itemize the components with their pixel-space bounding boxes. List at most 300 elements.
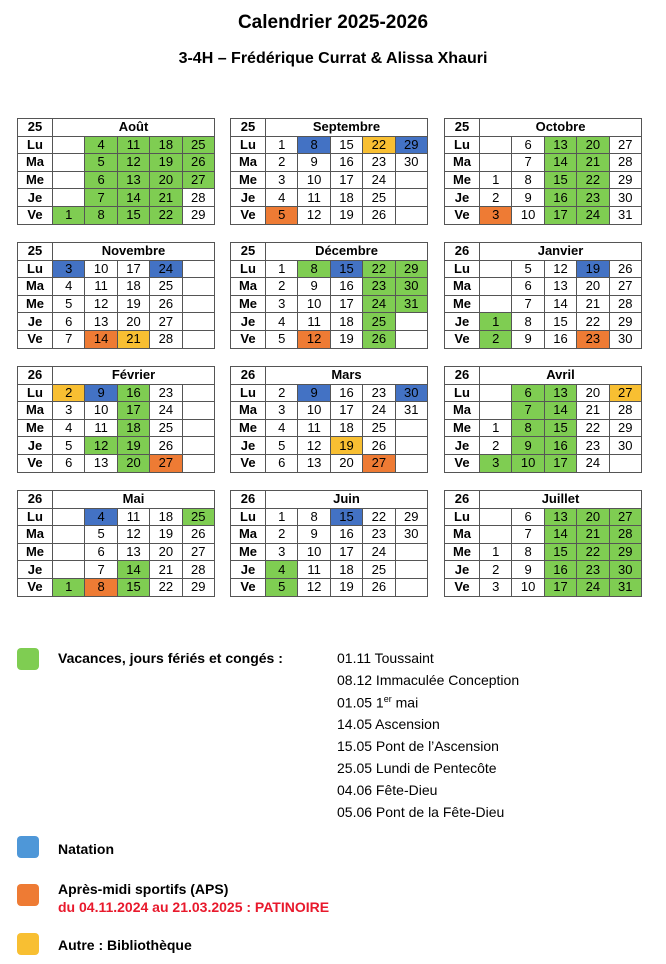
month-year: 26 — [445, 243, 480, 261]
weekday-label: Je — [445, 437, 480, 455]
week-row — [231, 437, 428, 455]
month-calendar — [17, 490, 215, 597]
date-cell: 22 — [577, 313, 609, 331]
date-cell: 20 — [577, 508, 609, 526]
date-cell: 23 — [577, 330, 609, 348]
weekday-label: Je — [231, 313, 266, 331]
date-cell: 5 — [266, 578, 298, 596]
date-cell — [609, 454, 641, 472]
week-row — [445, 313, 642, 331]
weekday-label: Ma — [445, 278, 480, 296]
date-cell: 19 — [150, 154, 182, 172]
date-cell — [480, 136, 512, 154]
date-cell: 3 — [266, 402, 298, 420]
week-row — [18, 313, 215, 331]
weekday-label: Ve — [445, 330, 480, 348]
aps-period: du 04.11.2024 au 21.03.2025 : PATINOIRE — [58, 899, 330, 915]
date-cell: 19 — [330, 206, 362, 224]
week-row — [231, 295, 428, 313]
week-row — [445, 260, 642, 278]
date-cell: 19 — [117, 437, 149, 455]
week-row — [445, 402, 642, 420]
weekday-label: Je — [445, 561, 480, 579]
date-cell: 19 — [330, 330, 362, 348]
date-cell: 9 — [298, 278, 330, 296]
date-cell: 16 — [544, 437, 576, 455]
week-row — [231, 260, 428, 278]
date-cell: 15 — [330, 136, 362, 154]
date-cell: 25 — [363, 561, 395, 579]
weekday-label: Lu — [18, 260, 53, 278]
date-cell: 4 — [85, 508, 117, 526]
week-row — [18, 206, 215, 224]
week-row — [231, 330, 428, 348]
date-cell: 24 — [150, 402, 182, 420]
weekday-label: Ma — [18, 154, 53, 172]
weekday-label: Ve — [18, 578, 53, 596]
week-row — [445, 419, 642, 437]
date-cell: 20 — [150, 543, 182, 561]
date-cell: 13 — [544, 384, 576, 402]
date-cell: 10 — [298, 171, 330, 189]
weekday-label: Ma — [445, 526, 480, 544]
date-cell: 23 — [577, 189, 609, 207]
date-cell: 18 — [330, 561, 362, 579]
date-cell: 5 — [266, 206, 298, 224]
month-year: 25 — [18, 119, 53, 137]
date-cell: 6 — [512, 278, 544, 296]
date-cell: 27 — [609, 136, 641, 154]
date-cell: 15 — [544, 543, 576, 561]
date-cell: 10 — [512, 454, 544, 472]
week-row — [18, 402, 215, 420]
date-cell: 19 — [577, 260, 609, 278]
week-row — [18, 260, 215, 278]
week-row — [445, 561, 642, 579]
date-cell: 6 — [512, 136, 544, 154]
weekday-label: Ve — [18, 330, 53, 348]
month-year: 26 — [445, 491, 480, 509]
weekday-label: Ma — [231, 526, 266, 544]
date-cell: 20 — [117, 454, 149, 472]
date-cell — [53, 154, 85, 172]
weekday-label: Je — [231, 561, 266, 579]
date-cell: 15 — [544, 171, 576, 189]
date-cell: 19 — [330, 437, 362, 455]
month-name: Novembre — [53, 243, 215, 261]
month-name: Août — [53, 119, 215, 137]
date-cell: 12 — [298, 437, 330, 455]
week-row — [445, 189, 642, 207]
date-cell: 22 — [577, 543, 609, 561]
date-cell: 10 — [85, 402, 117, 420]
date-cell: 7 — [53, 330, 85, 348]
date-cell: 1 — [53, 578, 85, 596]
week-row — [231, 454, 428, 472]
date-cell: 8 — [298, 136, 330, 154]
holiday-mai-suffix: mai — [391, 694, 419, 711]
week-row — [445, 454, 642, 472]
date-cell — [395, 189, 427, 207]
holiday-mai-sup: er — [383, 694, 392, 704]
date-cell: 18 — [117, 278, 149, 296]
week-row — [18, 330, 215, 348]
date-cell: 28 — [182, 561, 214, 579]
weekday-label: Ve — [18, 454, 53, 472]
date-cell: 1 — [266, 260, 298, 278]
weekday-label: Lu — [231, 260, 266, 278]
week-row — [18, 543, 215, 561]
date-cell — [182, 402, 214, 420]
date-cell: 3 — [53, 402, 85, 420]
weekday-label: Me — [445, 419, 480, 437]
date-cell: 4 — [85, 136, 117, 154]
weekday-label: Lu — [445, 260, 480, 278]
holiday-item: 04.06 Fête-Dieu — [337, 782, 438, 798]
date-cell: 25 — [182, 508, 214, 526]
month-calendar — [17, 366, 215, 473]
weekday-label: Ve — [18, 206, 53, 224]
month-name: Janvier — [480, 243, 642, 261]
date-cell: 17 — [117, 402, 149, 420]
month-calendar — [17, 118, 215, 225]
week-row — [18, 295, 215, 313]
date-cell: 7 — [85, 189, 117, 207]
date-cell: 17 — [544, 454, 576, 472]
date-cell: 23 — [363, 526, 395, 544]
weekday-label: Ma — [231, 278, 266, 296]
weekday-label: Me — [445, 171, 480, 189]
date-cell: 2 — [480, 189, 512, 207]
date-cell: 29 — [395, 508, 427, 526]
date-cell: 9 — [512, 189, 544, 207]
date-cell: 4 — [53, 419, 85, 437]
date-cell: 30 — [395, 526, 427, 544]
date-cell: 26 — [363, 330, 395, 348]
date-cell — [53, 508, 85, 526]
date-cell: 11 — [117, 136, 149, 154]
week-row — [445, 136, 642, 154]
date-cell: 27 — [609, 384, 641, 402]
week-row — [445, 526, 642, 544]
date-cell: 22 — [150, 206, 182, 224]
date-cell — [395, 171, 427, 189]
month-name: Février — [53, 367, 215, 385]
date-cell: 6 — [85, 171, 117, 189]
holiday-item: 25.05 Lundi de Pentecôte — [337, 760, 497, 776]
date-cell — [395, 419, 427, 437]
week-row — [18, 419, 215, 437]
date-cell — [480, 154, 512, 172]
month-year: 25 — [231, 119, 266, 137]
date-cell: 25 — [150, 278, 182, 296]
week-row — [445, 278, 642, 296]
weekday-label: Lu — [445, 384, 480, 402]
yellow-legend-swatch — [17, 933, 39, 955]
date-cell: 6 — [53, 454, 85, 472]
date-cell — [395, 578, 427, 596]
date-cell: 6 — [266, 454, 298, 472]
date-cell: 1 — [480, 419, 512, 437]
month-year: 26 — [445, 367, 480, 385]
week-row — [18, 136, 215, 154]
date-cell: 15 — [117, 206, 149, 224]
date-cell: 18 — [330, 313, 362, 331]
weekday-label: Ma — [18, 526, 53, 544]
date-cell: 7 — [512, 154, 544, 172]
date-cell: 1 — [480, 543, 512, 561]
date-cell: 4 — [266, 419, 298, 437]
date-cell: 14 — [544, 154, 576, 172]
date-cell: 8 — [85, 206, 117, 224]
date-cell: 14 — [544, 295, 576, 313]
date-cell: 27 — [182, 543, 214, 561]
weekday-label: Me — [231, 543, 266, 561]
date-cell: 5 — [53, 437, 85, 455]
weekday-label: Lu — [18, 136, 53, 154]
weekday-label: Ve — [445, 454, 480, 472]
week-row — [231, 543, 428, 561]
date-cell: 11 — [117, 508, 149, 526]
date-cell: 20 — [330, 454, 362, 472]
date-cell: 29 — [182, 206, 214, 224]
date-cell: 29 — [395, 260, 427, 278]
date-cell: 2 — [266, 154, 298, 172]
date-cell: 13 — [544, 508, 576, 526]
date-cell: 30 — [395, 278, 427, 296]
week-row — [445, 543, 642, 561]
date-cell: 16 — [330, 278, 362, 296]
date-cell: 13 — [85, 313, 117, 331]
weekday-label: Je — [231, 437, 266, 455]
date-cell: 13 — [117, 171, 149, 189]
date-cell: 1 — [480, 171, 512, 189]
date-cell: 12 — [117, 526, 149, 544]
weekday-label: Ve — [231, 330, 266, 348]
date-cell: 7 — [85, 561, 117, 579]
week-row — [18, 561, 215, 579]
vacances-label: Vacances, jours fériés et congés : — [58, 650, 283, 666]
holiday-mai-prefix: 01.05 1 — [337, 694, 384, 711]
weekday-label: Lu — [445, 508, 480, 526]
date-cell — [395, 437, 427, 455]
date-cell: 25 — [182, 136, 214, 154]
date-cell: 19 — [150, 526, 182, 544]
date-cell — [53, 526, 85, 544]
date-cell: 30 — [609, 189, 641, 207]
date-cell: 24 — [577, 454, 609, 472]
weekday-label: Ma — [231, 154, 266, 172]
date-cell: 11 — [298, 189, 330, 207]
date-cell: 30 — [395, 384, 427, 402]
date-cell: 14 — [544, 526, 576, 544]
month-year: 26 — [18, 491, 53, 509]
date-cell: 15 — [117, 578, 149, 596]
date-cell: 3 — [480, 578, 512, 596]
month-name: Juin — [266, 491, 428, 509]
date-cell: 23 — [577, 437, 609, 455]
date-cell: 8 — [512, 419, 544, 437]
date-cell: 29 — [609, 419, 641, 437]
date-cell: 16 — [544, 330, 576, 348]
date-cell — [395, 330, 427, 348]
date-cell: 2 — [53, 384, 85, 402]
date-cell: 24 — [577, 206, 609, 224]
date-cell: 29 — [609, 313, 641, 331]
weekday-label: Me — [18, 419, 53, 437]
date-cell: 4 — [266, 561, 298, 579]
date-cell: 9 — [298, 154, 330, 172]
date-cell: 18 — [150, 508, 182, 526]
weekday-label: Me — [18, 295, 53, 313]
date-cell: 22 — [363, 136, 395, 154]
weekday-label: Me — [445, 543, 480, 561]
date-cell — [480, 295, 512, 313]
date-cell — [53, 561, 85, 579]
date-cell: 11 — [85, 278, 117, 296]
week-row — [445, 508, 642, 526]
week-row — [18, 154, 215, 172]
date-cell: 27 — [182, 171, 214, 189]
date-cell — [182, 295, 214, 313]
date-cell: 18 — [117, 419, 149, 437]
date-cell: 21 — [150, 561, 182, 579]
date-cell: 31 — [395, 295, 427, 313]
holiday-item: 05.06 Pont de la Fête-Dieu — [337, 804, 505, 820]
month-year: 25 — [445, 119, 480, 137]
date-cell: 17 — [544, 578, 576, 596]
date-cell: 24 — [363, 295, 395, 313]
weekday-label: Ma — [18, 278, 53, 296]
weekday-label: Me — [231, 419, 266, 437]
date-cell — [182, 419, 214, 437]
week-row — [231, 206, 428, 224]
week-row — [231, 154, 428, 172]
natation-label: Natation — [58, 841, 114, 857]
date-cell: 12 — [85, 437, 117, 455]
month-calendar — [444, 118, 642, 225]
date-cell: 20 — [117, 313, 149, 331]
week-row — [231, 136, 428, 154]
weekday-label: Lu — [18, 384, 53, 402]
date-cell: 9 — [512, 561, 544, 579]
date-cell: 23 — [363, 154, 395, 172]
date-cell: 21 — [577, 526, 609, 544]
weekday-label: Me — [231, 171, 266, 189]
weekday-label: Je — [445, 189, 480, 207]
week-row — [445, 330, 642, 348]
date-cell: 18 — [330, 419, 362, 437]
date-cell: 30 — [395, 154, 427, 172]
date-cell: 21 — [117, 330, 149, 348]
date-cell: 3 — [480, 206, 512, 224]
blue-legend-swatch — [17, 836, 39, 858]
date-cell: 2 — [266, 526, 298, 544]
date-cell: 8 — [512, 543, 544, 561]
date-cell: 22 — [363, 260, 395, 278]
weekday-label: Me — [18, 171, 53, 189]
date-cell: 5 — [266, 330, 298, 348]
date-cell: 2 — [266, 384, 298, 402]
weekday-label: Lu — [231, 508, 266, 526]
date-cell — [395, 206, 427, 224]
date-cell: 29 — [395, 136, 427, 154]
date-cell: 25 — [363, 189, 395, 207]
month-name: Avril — [480, 367, 642, 385]
date-cell — [182, 313, 214, 331]
date-cell: 14 — [85, 330, 117, 348]
date-cell: 1 — [266, 508, 298, 526]
date-cell: 6 — [512, 508, 544, 526]
date-cell: 3 — [53, 260, 85, 278]
date-cell: 12 — [544, 260, 576, 278]
date-cell: 29 — [182, 578, 214, 596]
date-cell: 30 — [609, 561, 641, 579]
weekday-label: Lu — [231, 136, 266, 154]
date-cell: 17 — [330, 295, 362, 313]
week-row — [445, 154, 642, 172]
green-legend-swatch — [17, 648, 39, 670]
date-cell: 9 — [512, 437, 544, 455]
date-cell: 25 — [150, 419, 182, 437]
week-row — [231, 508, 428, 526]
month-name: Mars — [266, 367, 428, 385]
holiday-item: 01.11 Toussaint — [337, 650, 434, 666]
date-cell: 11 — [298, 313, 330, 331]
weekday-label: Je — [18, 189, 53, 207]
date-cell — [480, 526, 512, 544]
date-cell: 6 — [512, 384, 544, 402]
date-cell: 10 — [298, 402, 330, 420]
date-cell: 10 — [298, 295, 330, 313]
week-row — [231, 313, 428, 331]
date-cell: 4 — [266, 313, 298, 331]
date-cell: 29 — [609, 171, 641, 189]
week-row — [231, 384, 428, 402]
date-cell: 21 — [150, 189, 182, 207]
date-cell: 17 — [330, 171, 362, 189]
date-cell: 6 — [85, 543, 117, 561]
date-cell — [480, 260, 512, 278]
date-cell: 20 — [150, 171, 182, 189]
month-name: Décembre — [266, 243, 428, 261]
date-cell: 8 — [512, 313, 544, 331]
date-cell: 7 — [512, 295, 544, 313]
date-cell: 14 — [117, 189, 149, 207]
month-name: Mai — [53, 491, 215, 509]
weekday-label: Je — [18, 561, 53, 579]
date-cell: 5 — [512, 260, 544, 278]
week-row — [445, 206, 642, 224]
date-cell: 13 — [85, 454, 117, 472]
date-cell: 26 — [363, 206, 395, 224]
date-cell: 8 — [298, 260, 330, 278]
date-cell: 25 — [363, 419, 395, 437]
date-cell: 15 — [544, 313, 576, 331]
date-cell: 19 — [330, 578, 362, 596]
date-cell: 31 — [395, 402, 427, 420]
date-cell: 21 — [577, 295, 609, 313]
date-cell: 27 — [150, 454, 182, 472]
week-row — [445, 437, 642, 455]
date-cell: 28 — [182, 189, 214, 207]
date-cell: 13 — [544, 278, 576, 296]
date-cell: 28 — [609, 402, 641, 420]
date-cell: 1 — [53, 206, 85, 224]
week-row — [18, 171, 215, 189]
date-cell: 27 — [363, 454, 395, 472]
weekday-label: Me — [18, 543, 53, 561]
